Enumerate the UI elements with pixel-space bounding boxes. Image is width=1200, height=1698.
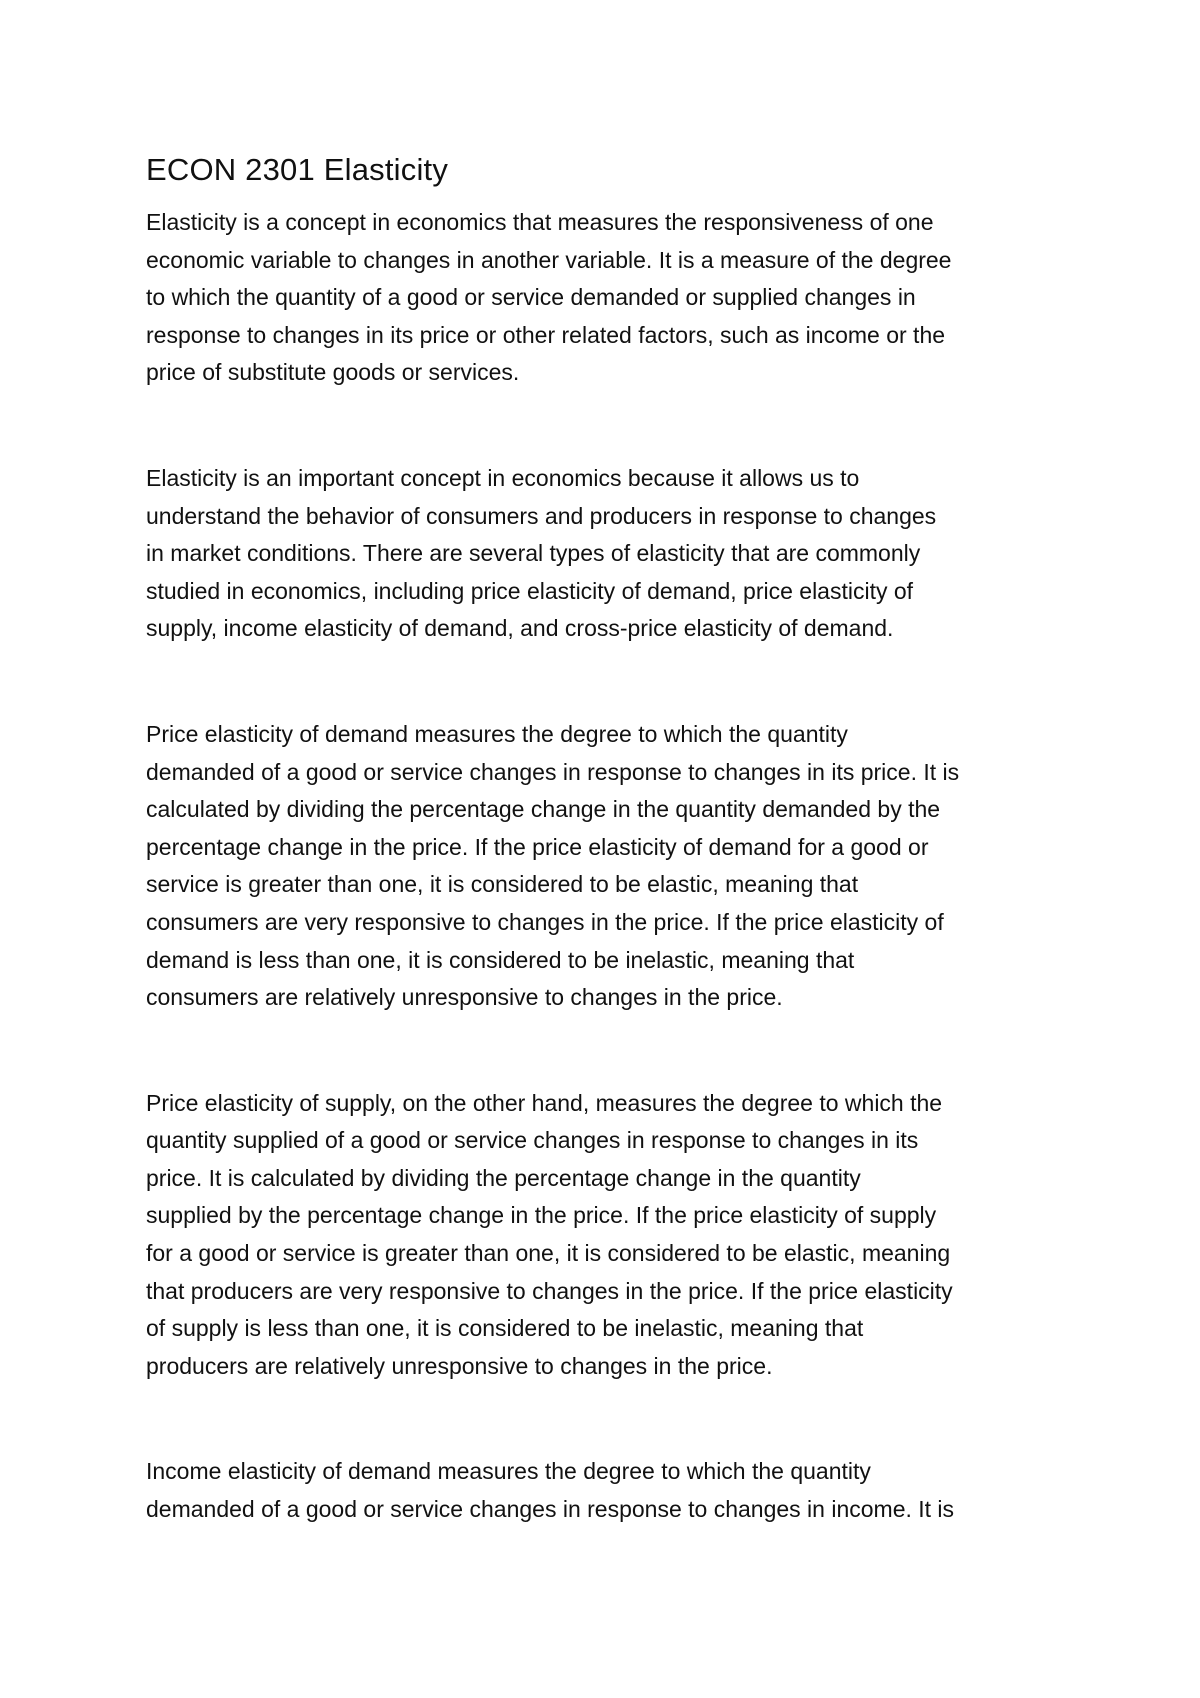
text-line: that producers are very responsive to changes in the price. If the price elasticity xyxy=(146,1277,953,1304)
text-line: consumers are relatively unresponsive to changes in the price. xyxy=(146,984,783,1011)
text-line: demanded of a good or service changes in response to changes in income. It is xyxy=(146,1496,955,1523)
text-line: for a good or service is greater than one, it is considered to be elastic, meaning xyxy=(146,1240,951,1267)
text-line: supply, income elasticity of demand, and cross-price elasticity of demand. xyxy=(146,615,894,642)
text-line: price of substitute goods or services. xyxy=(146,359,520,386)
text-line: Price elasticity of supply, on the other hand, measures the degree to which the xyxy=(146,1089,943,1116)
text-line: price. It is calculated by dividing the percentage change in the quantity xyxy=(146,1164,861,1191)
text-line: quantity supplied of a good or service changes in response to changes in its xyxy=(146,1127,919,1154)
text-line: consumers are very responsive to changes in the price. If the price elasticity of xyxy=(146,908,944,935)
text-line: percentage change in the price. If the price elasticity of demand for a good or xyxy=(146,833,929,860)
text-line: in market conditions. There are several types of elasticity that are commonly xyxy=(146,540,921,567)
text-line: demand is less than one, it is considered to be inelastic, meaning that xyxy=(146,946,855,973)
text-line: response to changes in its price or other related factors, such as income or the xyxy=(146,321,946,348)
paragraph-importance xyxy=(146,460,1066,648)
text-line: Elasticity is a concept in economics that measures the responsiveness of one xyxy=(146,209,934,235)
paragraph-price-elasticity-supply xyxy=(146,1085,1066,1386)
text-line: of supply is less than one, it is considered to be inelastic, meaning that xyxy=(146,1315,864,1342)
text-line: Price elasticity of demand measures the degree to which the quantity xyxy=(146,720,848,747)
document-title: ECON 2301 Elasticity xyxy=(146,152,449,187)
text-line: Elasticity is an important concept in economics because it allows us to xyxy=(146,464,860,491)
text-line: demanded of a good or service changes in response to changes in its price. It is xyxy=(146,758,960,785)
text-line: studied in economics, including price elasticity of demand, price elasticity of xyxy=(146,577,914,604)
paragraph-price-elasticity-demand xyxy=(146,716,1066,1017)
text-line: producers are relatively unresponsive to changes in the price. xyxy=(146,1352,773,1379)
text-line: service is greater than one, it is considered to be elastic, meaning that xyxy=(146,871,859,898)
text-line: Income elasticity of demand measures the degree to which the quantity xyxy=(146,1458,871,1485)
text-line: to which the quantity of a good or service demanded or supplied changes in xyxy=(146,284,916,311)
text-line: calculated by dividing the percentage change in the quantity demanded by the xyxy=(146,796,941,823)
paragraph-definition xyxy=(146,204,1066,392)
text-line: economic variable to changes in another variable. It is a measure of the degree xyxy=(146,246,952,273)
text-line: understand the behavior of consumers and producers in response to changes xyxy=(146,502,937,529)
document-body xyxy=(146,148,1066,1597)
paragraph-income-elasticity xyxy=(146,1453,1066,1528)
text-line: supplied by the percentage change in the price. If the price elasticity of supply xyxy=(146,1202,937,1229)
